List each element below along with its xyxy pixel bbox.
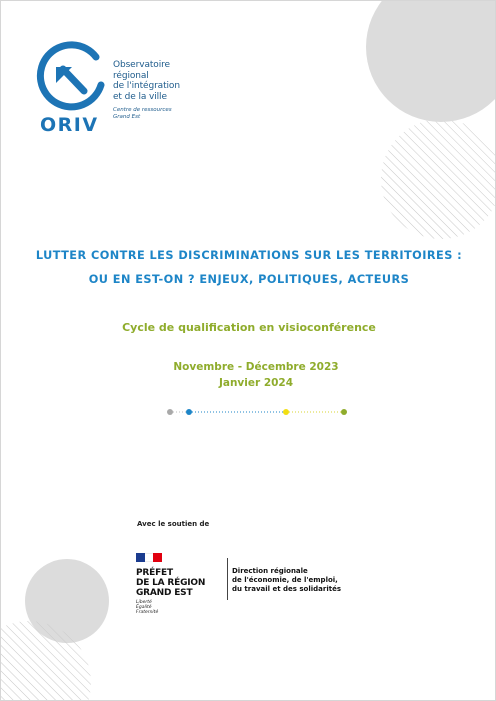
date-line-1: Novembre - Décembre 2023 (173, 361, 339, 373)
logo-line: et de la ville (113, 91, 167, 102)
prefet-logo (136, 553, 205, 615)
date-line-2: Janvier 2024 (218, 377, 294, 389)
divider-dot-grey (167, 409, 173, 415)
french-flag-icon (136, 553, 162, 562)
logo-line: régional (113, 70, 149, 81)
prefet-line: DE LA RÉGION (136, 578, 206, 588)
direction-text (232, 567, 341, 594)
logo-subline: Grand Est (113, 114, 141, 120)
direction-line: du travail et des solidarités (232, 585, 341, 593)
document-title-line-1: LUTTER CONTRE LES DISCRIMINATIONS SUR LES TERRITOIRES : (35, 249, 463, 262)
divider-dot-yellow (283, 409, 289, 415)
support-label: Avec le soutien de (137, 520, 210, 528)
document-title-line-2: OU EN EST-ON ? ENJEUX, POLITIQUES, ACTEURS (88, 273, 410, 286)
prefet-line: GRAND EST (136, 588, 193, 598)
hatched-circle-top (381, 119, 496, 239)
logo-subline: Centre de ressources (113, 107, 172, 113)
prefet-line: PRÉFET (136, 568, 173, 578)
direction-line: Direction régionale (232, 567, 308, 575)
divider-dot-blue (186, 409, 192, 415)
motto-line: Égalité (136, 605, 152, 610)
document-subtitle: Cycle de qualification en visioconférence (122, 321, 376, 334)
motto-line: Liberté (136, 600, 152, 605)
logo-separator (227, 558, 228, 600)
logo-text (113, 60, 223, 121)
logo-line: de l'intégration (113, 81, 180, 91)
grey-circle-top (366, 1, 496, 122)
direction-line: de l'économie, de l'emploi, (232, 576, 338, 584)
dotted-divider (161, 405, 351, 419)
motto-line: Fraternité (136, 610, 159, 615)
orbit-arrow-logo-icon (36, 41, 108, 113)
divider-dot-green (341, 409, 347, 415)
logo-line: Observatoire (113, 60, 170, 70)
logo-acronym: ORIV (40, 114, 99, 136)
